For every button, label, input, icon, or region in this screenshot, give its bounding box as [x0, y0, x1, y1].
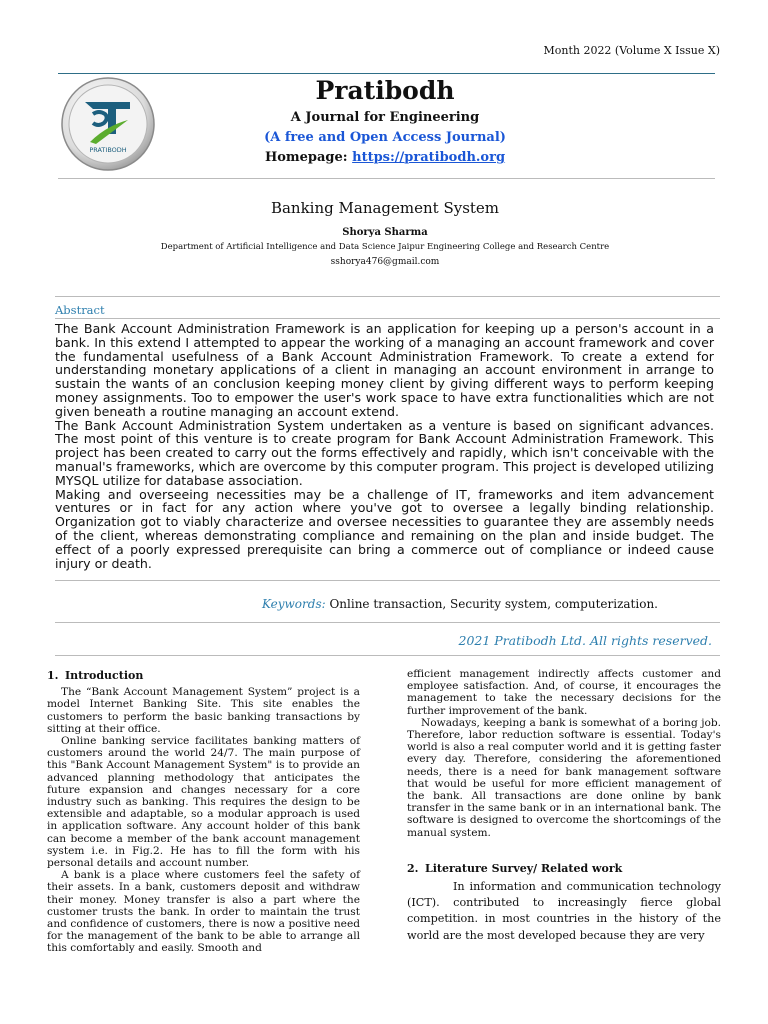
body-paragraph: Online banking service facilitates banking matters of customers around the world 24/7. The main purpose of this "Bank Account Management System" is to provide an advanced planning methodology that anticipates the future expansion and changes necessary for a core industry such as banking. This requires the design to be extensible and adaptable, so a modular approach is used in application software. Any account holder of this bank can become a member of the bank account management system i.e. in Fig.2. He has to fill the form with his personal details and account number. [47, 735, 360, 870]
keywords [262, 597, 658, 611]
copyright-notice: 2021 Pratibodh Ltd. All rights reserved. [458, 633, 712, 648]
header-rule [58, 73, 715, 74]
body-paragraph: A bank is a place where customers feel the safety of their assets. In a bank, customers deposit and withdraw their money. Money transfer is also a part where the customer trusts the bank. In order to maintain the trust and confidence of customers, there is now a positive need for the management of the bank to be able to arrange all this comfortably and easily. Smooth and [47, 869, 360, 955]
journal-name: Pratibodh [315, 76, 455, 105]
section-heading-introduction [47, 670, 360, 682]
header-bottom-rule [58, 178, 715, 179]
issue-info: Month 2022 (Volume X Issue X) [543, 44, 720, 57]
abstract-paragraph: The Bank Account Administration Framework is an application for keeping up a person's account in a bank. In this extend I attempted to appear the working of a managing an account framework and cover the fundamental usefulness of a Bank Account Administration Framework. To create a extend for understanding monetary applications of a client in managing an account environment in arrange to sustain the wants of an conclusion keeping money client by giving different ways to perform keeping money assignments. Too to empower the user's work space to have extra functionalities which are not given beneath a routine managing an account extend. [55, 321, 714, 419]
section-title: Literature Survey/ Related work [425, 861, 623, 875]
abstract-top-rule [55, 296, 720, 297]
body-paragraph: Nowadays, keeping a bank is somewhat of a boring job. Therefore, labor reduction software is essential. Today's world is also a real computer world and it is getting faster every day. Therefore, considering the aforementioned needs, there is a need for bank management software that would be useful for more efficient management of the bank. All transactions are done online by bank transfer in the same bank or in an international bank. The software is designed to overcome the shortcomings of the manual system. [407, 716, 721, 839]
keywords-label: Keywords: [262, 597, 326, 611]
paper-title: Banking Management System [270, 199, 500, 217]
paper-email: sshorya476@gmail.com [330, 257, 440, 267]
body-paragraph: The “Bank Account Management System” project is a model Internet Banking Site. This site enables the customers to perform the basic banking transactions by sitting at their office. [47, 686, 360, 735]
abstract-body [55, 322, 714, 570]
section-number: 1. [47, 669, 59, 682]
homepage-label: Homepage: [264, 150, 353, 165]
body-column-right [407, 668, 721, 944]
abstract-label-rule [55, 318, 720, 319]
section-heading-literature-survey [407, 863, 721, 875]
copyright-rule [55, 655, 720, 656]
abstract-label: Abstract [55, 303, 105, 317]
abstract-paragraph: Making and overseeing necessities may be a challenge of IT, frameworks and item advancement ventures or in fact for any action where you've got to oversee a legally binding relationship. Organization got to viably characterize and oversee necessities to guarantee they are assembly needs of the client, whereas demonstrating compliance and remaining on the plan and inside budget. The effect of a poorly expressed prerequisite can bring a commerce out of compliance or indeed cause injury or death. [55, 486, 714, 571]
journal-homepage [220, 150, 550, 165]
paper-author: Shorya Sharma [342, 227, 428, 238]
paper-affiliation: Department of Artificial Intelligence and Data Science Jaipur Engineering College and Research Centre [160, 242, 610, 252]
journal-logo [60, 76, 156, 172]
keywords-list: Online transaction, Security system, computerization. [325, 597, 658, 611]
section-title: Introduction [65, 669, 144, 682]
body-column-left [47, 670, 360, 955]
body-paragraph: efficient management indirectly affects customer and employee satisfaction. And, of course, it encourages the management to take the necessary decisions for the further improvement of the bank. [407, 668, 721, 717]
logo-text: PRATIBODH [89, 146, 127, 154]
body-paragraph: In information and communication technology (ICT). contributed to increasingly fierce global competition. in most countries in the history of the world are the most developed because they are very [407, 880, 721, 942]
homepage-link[interactable]: https://pratibodh.org [352, 150, 506, 165]
abstract-paragraph: The Bank Account Administration System undertaken as a venture is based on significant advances. The most point of this venture is to create program for Bank Account Administration Framework. This project has been created to carry out the forms effectively and rapidly, which isn't conceivable with the manual's frameworks, which are overcome by this computer program. This project is developed utilizing MYSQL utilize for database association. [55, 417, 714, 488]
abstract-bottom-rule [55, 580, 720, 581]
section-number: 2. [407, 861, 419, 875]
journal-access-note: (A free and Open Access Journal) [264, 130, 506, 145]
journal-subtitle: A Journal for Engineering [290, 110, 480, 125]
keywords-rule [55, 622, 720, 623]
